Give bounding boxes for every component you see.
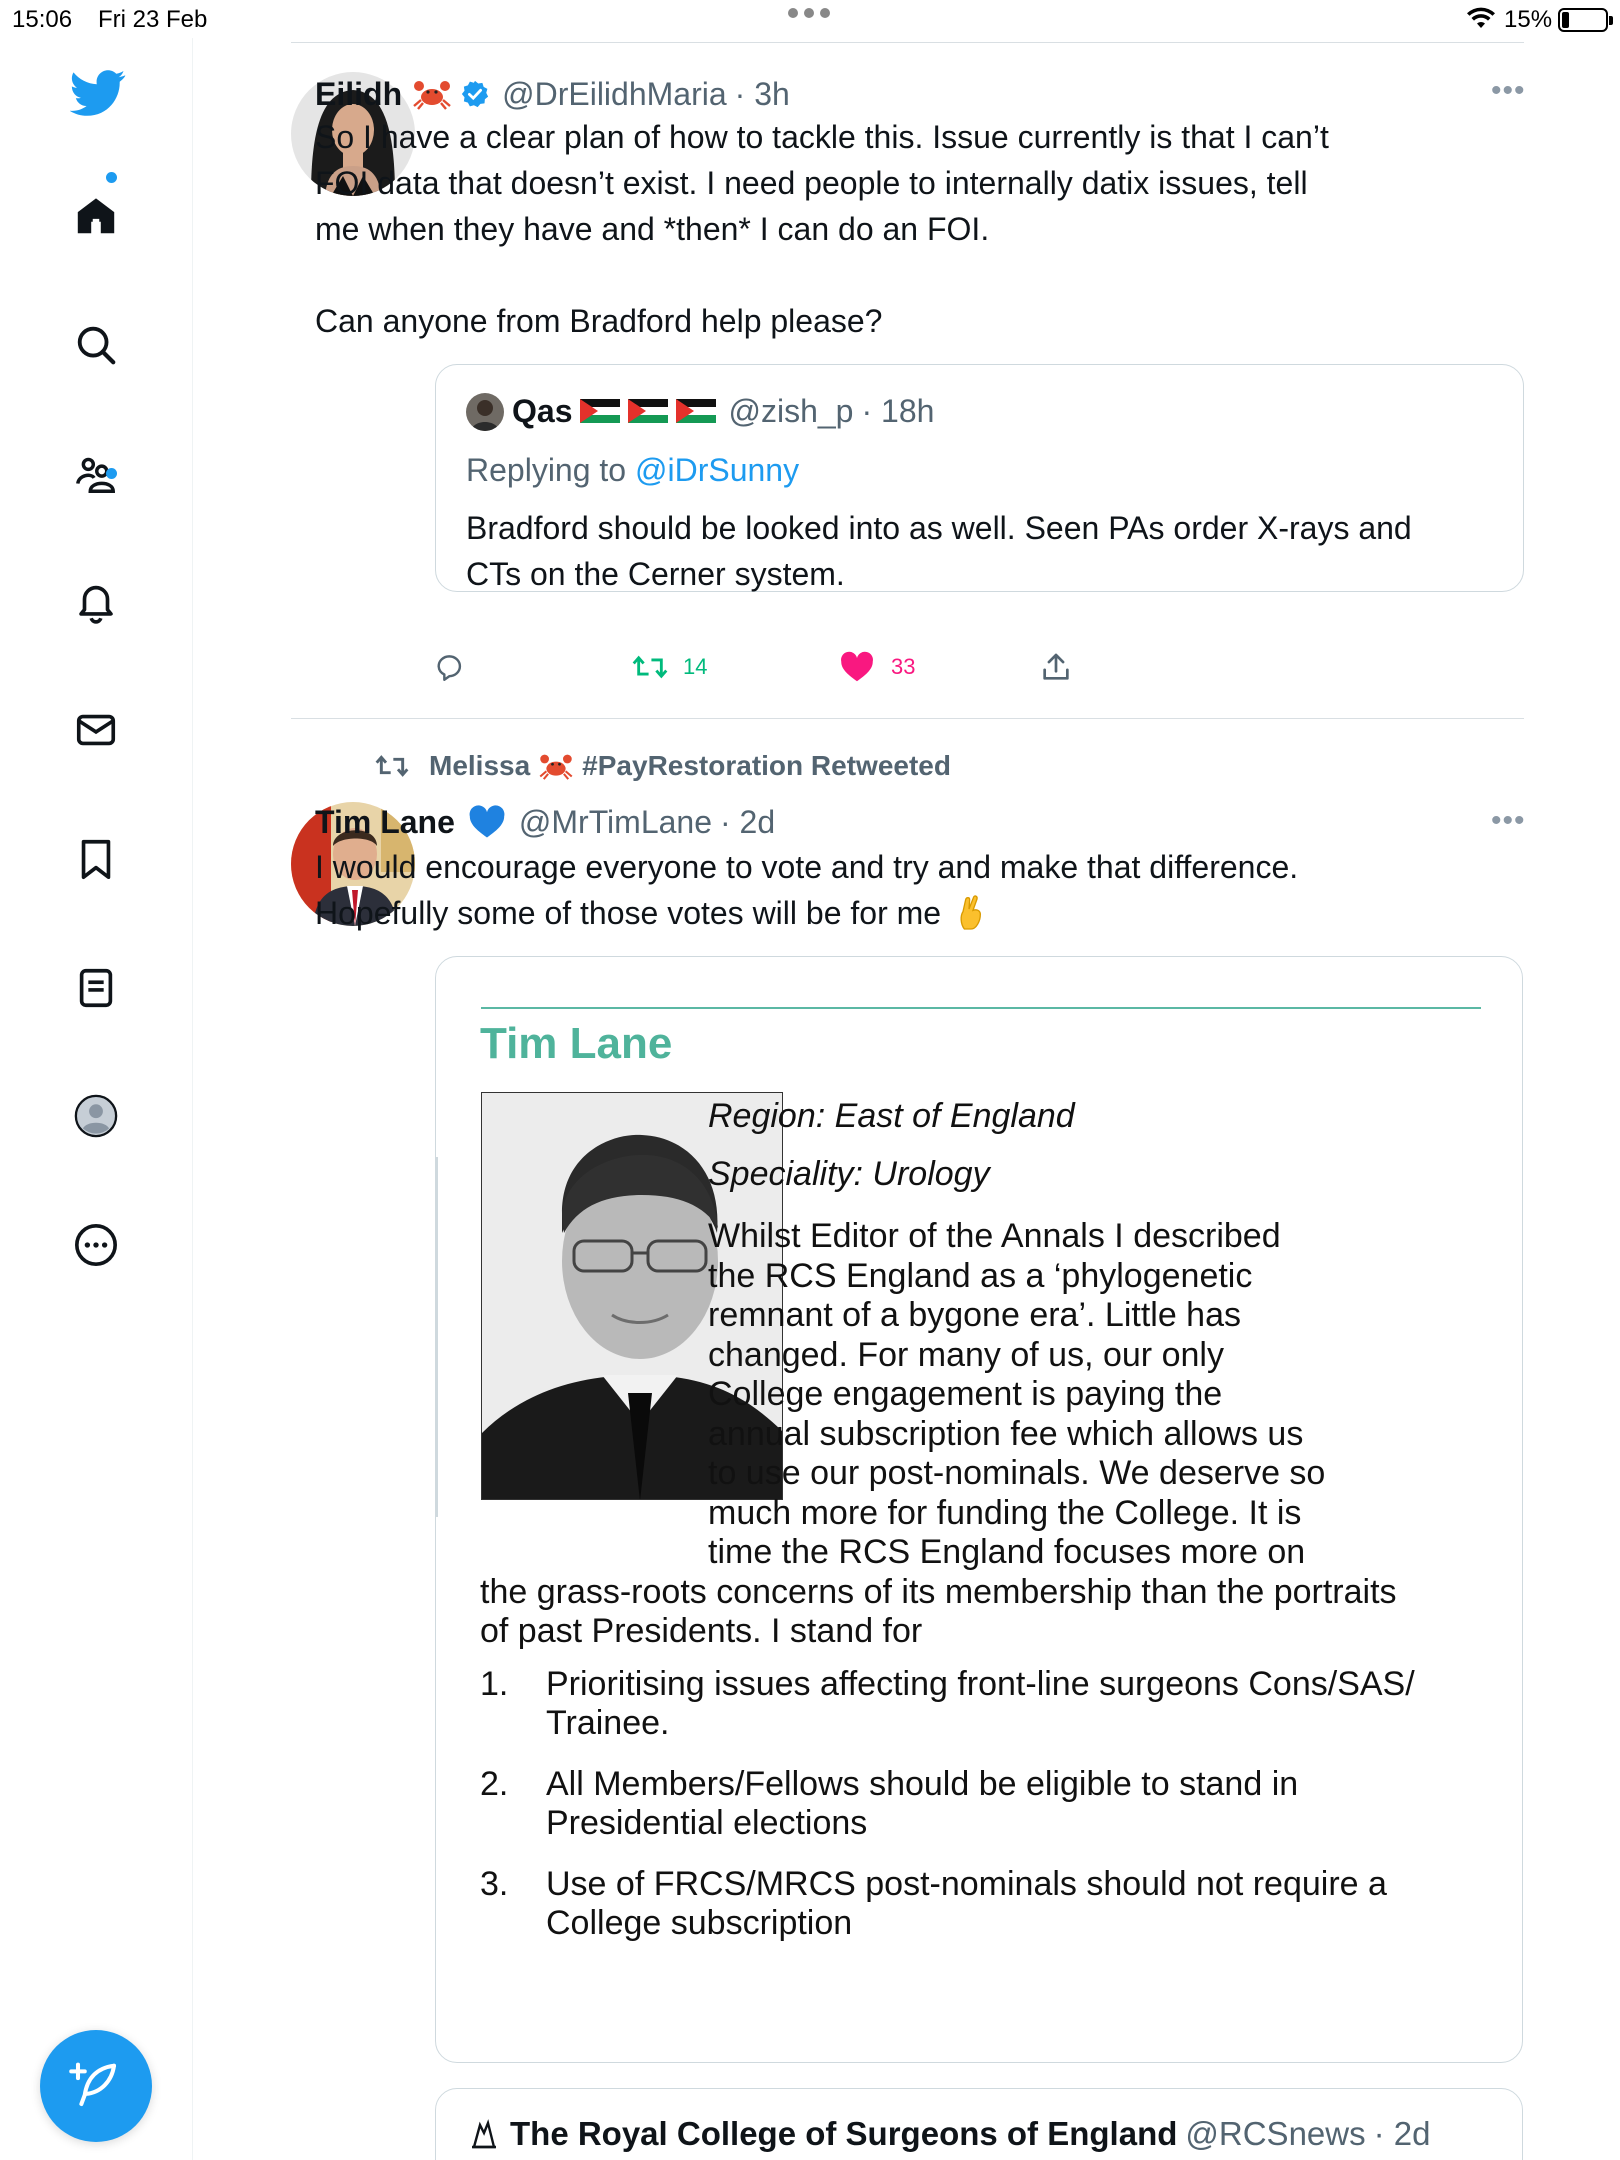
status-bar	[0, 0, 1620, 38]
palestine-flag-icon	[620, 399, 668, 423]
doc-line: much more for funding the College. It is	[708, 1493, 1302, 1532]
battery-percent: 15%	[1504, 6, 1553, 33]
doc-list-number: 2.	[480, 1765, 509, 1803]
avatar-qas	[466, 393, 504, 431]
more-menu-icon[interactable]: •••	[1491, 804, 1526, 837]
doc-list-item	[480, 1665, 1480, 1745]
doc-speciality: Speciality: Urology	[708, 1155, 990, 1193]
status-time: 15:06	[12, 6, 73, 33]
quoted-header	[512, 389, 934, 433]
quoted-header	[470, 2111, 1430, 2157]
doc-list-number: 1.	[480, 1665, 509, 1703]
doc-line: changed. For many of us, our only	[708, 1335, 1224, 1374]
crab-emoji-icon	[538, 752, 574, 780]
tweet-text-line: Can anyone from Bradford help please?	[315, 303, 883, 339]
doc-line: Presidential elections	[546, 1804, 868, 1842]
divider	[291, 42, 1524, 43]
quoted-author-name: The Royal College of Surgeons of England	[510, 2115, 1178, 2152]
palestine-flag-icon	[668, 399, 716, 423]
multitasking-dots-icon[interactable]	[788, 8, 830, 18]
doc-line: the grass-roots concerns of its membership than the portraits	[480, 1573, 1397, 1611]
share-button[interactable]	[1039, 650, 1073, 684]
doc-body-full	[480, 1573, 1500, 1651]
retweet-button[interactable]	[631, 650, 707, 684]
palestine-flag-icon	[572, 399, 620, 423]
quoted-author-handle: @zish_p	[728, 392, 854, 429]
heart-filled-icon	[839, 650, 875, 684]
more-menu-icon[interactable]: •••	[1491, 74, 1526, 107]
messages-envelope-icon[interactable]	[70, 704, 122, 756]
doc-line: College engagement is paying the	[708, 1375, 1223, 1413]
doc-line: Use of FRCS/MRCS post-nominals should not require a	[546, 1865, 1387, 1903]
rcs-logo-icon	[470, 2119, 498, 2149]
tweet-text	[315, 114, 1525, 344]
doc-line: annual subscription fee which allows us	[708, 1414, 1304, 1453]
author-name[interactable]: Eilidh	[315, 75, 403, 112]
lists-icon[interactable]	[70, 962, 122, 1014]
reply-bubble-icon	[433, 650, 467, 684]
quoted-replying-to	[466, 447, 1506, 493]
retweeted-by-label	[373, 750, 951, 782]
compose-feather-icon	[69, 2059, 123, 2113]
doc-image-edge	[436, 1157, 438, 1517]
tweet-header	[315, 796, 775, 848]
tweet-text-line: I would encourage everyone to vote and try and make that difference.	[315, 849, 1299, 885]
profile-avatar-icon[interactable]	[70, 1090, 122, 1142]
doc-line: of past Presidents. I stand for	[480, 1612, 923, 1650]
tweet-text-line: me when they have and *then* I can do an FOI.	[315, 211, 990, 247]
doc-line: time the RCS England focuses more on	[708, 1533, 1306, 1571]
doc-line: remnant of a bygone era’. Little has	[708, 1296, 1241, 1334]
tweet-time[interactable]: · 2d	[720, 803, 776, 840]
tweet-text-line: So I have a clear plan of how to tackle this. Issue currently is that I can’t	[315, 119, 1329, 155]
author-handle[interactable]: @DrEilidhMaria	[502, 75, 727, 112]
quoted-tweet[interactable]	[435, 364, 1524, 592]
bookmarks-icon[interactable]	[70, 833, 122, 885]
share-upload-icon	[1039, 650, 1073, 684]
doc-region: Region: East of England	[708, 1097, 1075, 1135]
doc-list-number: 3.	[480, 1865, 509, 1903]
quoted-text-line: CTs on the Cerner system.	[466, 556, 845, 592]
doc-line: Prioritising issues affecting front-line surgeons Cons/SAS/	[546, 1665, 1415, 1703]
retweeted-suffix: #PayRestoration Retweeted	[582, 750, 951, 781]
quoted-author-name: Qas	[512, 392, 573, 429]
doc-line: the RCS England as a ‘phylogenetic	[708, 1256, 1253, 1295]
communities-notification-dot	[106, 468, 117, 479]
notifications-bell-icon[interactable]	[70, 576, 122, 628]
sidebar	[0, 38, 193, 2160]
quoted-tweet-time: · 18h	[861, 392, 935, 429]
explore-search-icon[interactable]	[70, 319, 122, 371]
doc-line: All Members/Fellows should be eligible to stand in	[546, 1765, 1299, 1803]
tweet-time[interactable]: · 3h	[734, 75, 790, 112]
more-options-icon[interactable]	[70, 1219, 122, 1271]
doc-title: Tim Lane	[480, 1019, 673, 1068]
crossed-fingers-emoji-icon	[955, 894, 987, 932]
wifi-icon	[1466, 6, 1496, 37]
like-count: 33	[891, 654, 916, 679]
doc-line: Whilst Editor of the Annals I described	[708, 1217, 1281, 1255]
blue-heart-emoji-icon	[467, 804, 507, 840]
tweet-text-line: FOI data that doesn’t exist. I need people to internally datix issues, tell	[315, 165, 1308, 201]
doc-body-right	[708, 1217, 1498, 1573]
doc-list-item	[480, 1765, 1480, 1845]
retweeted-icon	[373, 750, 411, 782]
retweeter-name[interactable]: Melissa	[429, 750, 531, 781]
twitter-logo-icon[interactable]	[70, 64, 126, 120]
home-icon[interactable]	[70, 190, 122, 242]
crab-emoji-icon	[412, 78, 452, 110]
quoted-tweet-rcs[interactable]	[435, 2088, 1523, 2160]
doc-line: Trainee.	[546, 1704, 670, 1742]
like-button[interactable]	[839, 650, 915, 684]
tweet-image-candidate-statement[interactable]	[435, 956, 1523, 2063]
author-name[interactable]: Tim Lane	[315, 803, 455, 840]
tweet-header	[315, 68, 790, 120]
replying-prefix: Replying to	[466, 452, 627, 488]
retweet-count: 14	[683, 654, 708, 679]
quoted-author-handle: @RCSnews	[1185, 2115, 1366, 2152]
reply-button[interactable]	[433, 650, 467, 684]
doc-line: College subscription	[546, 1904, 853, 1942]
tweet-text-line: Hopefully some of those votes will be for me	[315, 895, 942, 931]
home-notification-dot	[106, 172, 117, 183]
quoted-tweet-time: · 2d	[1373, 2115, 1431, 2152]
quoted-text-line: Bradford should be looked into as well. Seen PAs order X-rays and	[466, 510, 1412, 546]
compose-tweet-button[interactable]	[40, 2030, 152, 2142]
tweet-text	[315, 844, 1525, 936]
divider	[291, 718, 1524, 719]
doc-header-rule	[481, 1007, 1481, 1009]
doc-list-item	[480, 1865, 1480, 1945]
battery-icon	[1558, 8, 1608, 32]
author-handle[interactable]: @MrTimLane	[518, 803, 712, 840]
status-date: Fri 23 Feb	[98, 6, 208, 33]
retweet-icon	[631, 650, 669, 684]
replying-handle-link[interactable]: @iDrSunny	[634, 452, 800, 488]
quoted-tweet-text	[466, 505, 1506, 597]
doc-line: to use our post-nominals. We deserve so	[708, 1454, 1326, 1492]
verified-badge-icon	[460, 79, 490, 109]
